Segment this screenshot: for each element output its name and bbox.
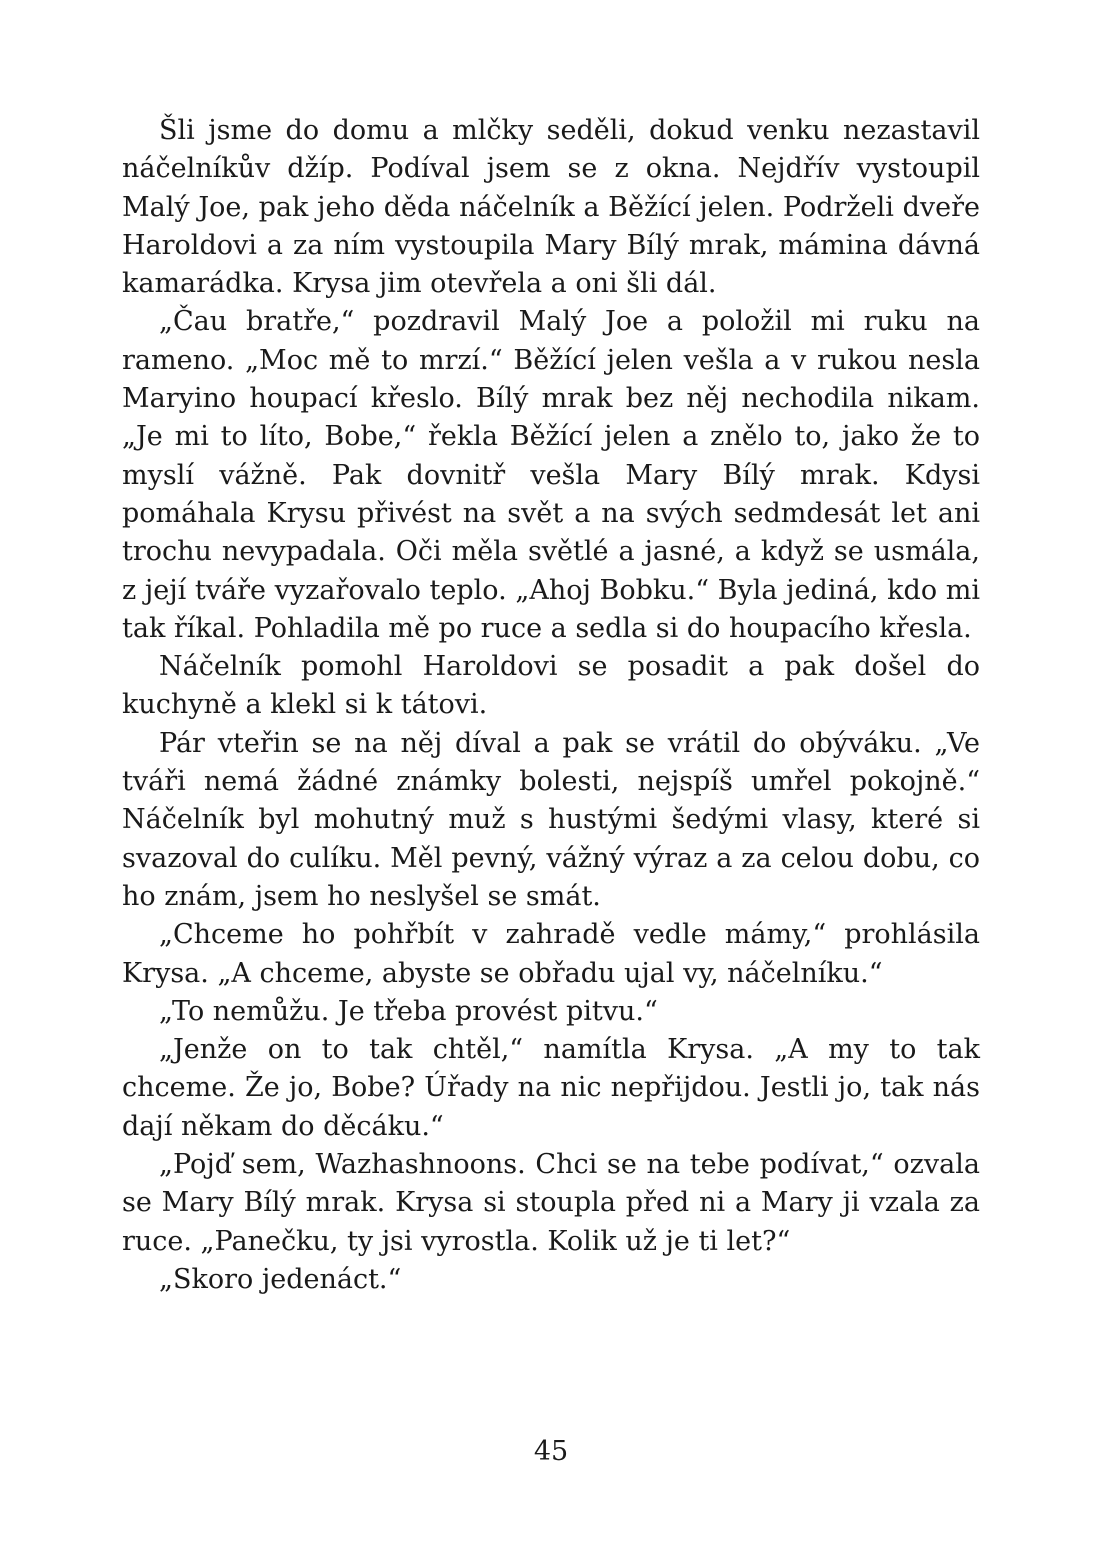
paragraph: „Chceme ho pohřbít v zahradě vedle mámy,“ prohlásila Krysa. „A chceme, abyste se obřadu ujal vy, náčelníku.“ bbox=[122, 919, 980, 989]
page-number: 45 bbox=[533, 1436, 569, 1467]
paragraph: „To nemůžu. Je třeba provést pitvu.“ bbox=[159, 995, 658, 1027]
paragraph: „Pojď sem, Wazhashnoons. Chci se na tebe podívat,“ ozvala se Mary Bílý mrak. Krysa si stoupla před ni a Mary ji vzala za ruce. „Panečku, ty jsi vyrostla. Kolik už je ti let?“ bbox=[122, 1149, 980, 1257]
paragraph: „Čau bratře,“ pozdravil Malý Joe a položil mi ruku na rameno. „Moc mě to mrzí.“ Běžící jelen vešla a v rukou nesla Maryino houpací křeslo. Bílý mrak bez něj nechodila nikam. „Je mi to líto, Bobe,“ řekla Běžící jelen a znělo to, jako že to myslí vážně. Pak dovnitř vešla Mary Bílý mrak. Kdysi pomáhala Krysu přivést na svět a na svých sedmdesát let ani trochu nevypadala. Oči měla světlé a jasné, a když se usmála, z její tváře vyzařovalo teplo. „Ahoj Bobku.“ Byla jediná, kdo mi tak říkal. Pohladila mě po ruce a sedla si do houpacího křesla. bbox=[122, 306, 980, 644]
paragraph: „Jenže on to tak chtěl,“ namítla Krysa. „A my to tak chceme. Že jo, Bobe? Úřady na nic nepřijdou. Jestli jo, tak nás dají někam do děcáku.“ bbox=[122, 1034, 980, 1142]
paragraph: Šli jsme do domu a mlčky seděli, dokud venku nezastavil náčelníkův džíp. Podíval jsem se z okna. Nejdřív vystoupil Malý Joe, pak jeho děda náčelník a Běžící jelen. Podrželi dveře Haroldovi a za ním vystoupila Mary Bílý mrak, mámina dávná kamarádka. Krysa jim otevřela a oni šli dál. bbox=[122, 115, 980, 300]
paragraph: „Skoro jedenáct.“ bbox=[159, 1263, 402, 1295]
body-text bbox=[122, 112, 980, 1299]
paragraph: Pár vteřin se na něj díval a pak se vrátil do obýváku. „Ve tváři nemá žádné známky bolesti, nejspíš umřel pokojně.“ Náčelník byl mohutný muž s hustými šedými vlasy, které si svazoval do culíku. Měl pevný, vážný výraz a za celou dobu, co ho znám, jsem ho neslyšel se smát. bbox=[122, 727, 980, 912]
paragraph: Náčelník pomohl Haroldovi se posadit a pak došel do kuchyně a klekl si k tátovi. bbox=[122, 651, 980, 721]
